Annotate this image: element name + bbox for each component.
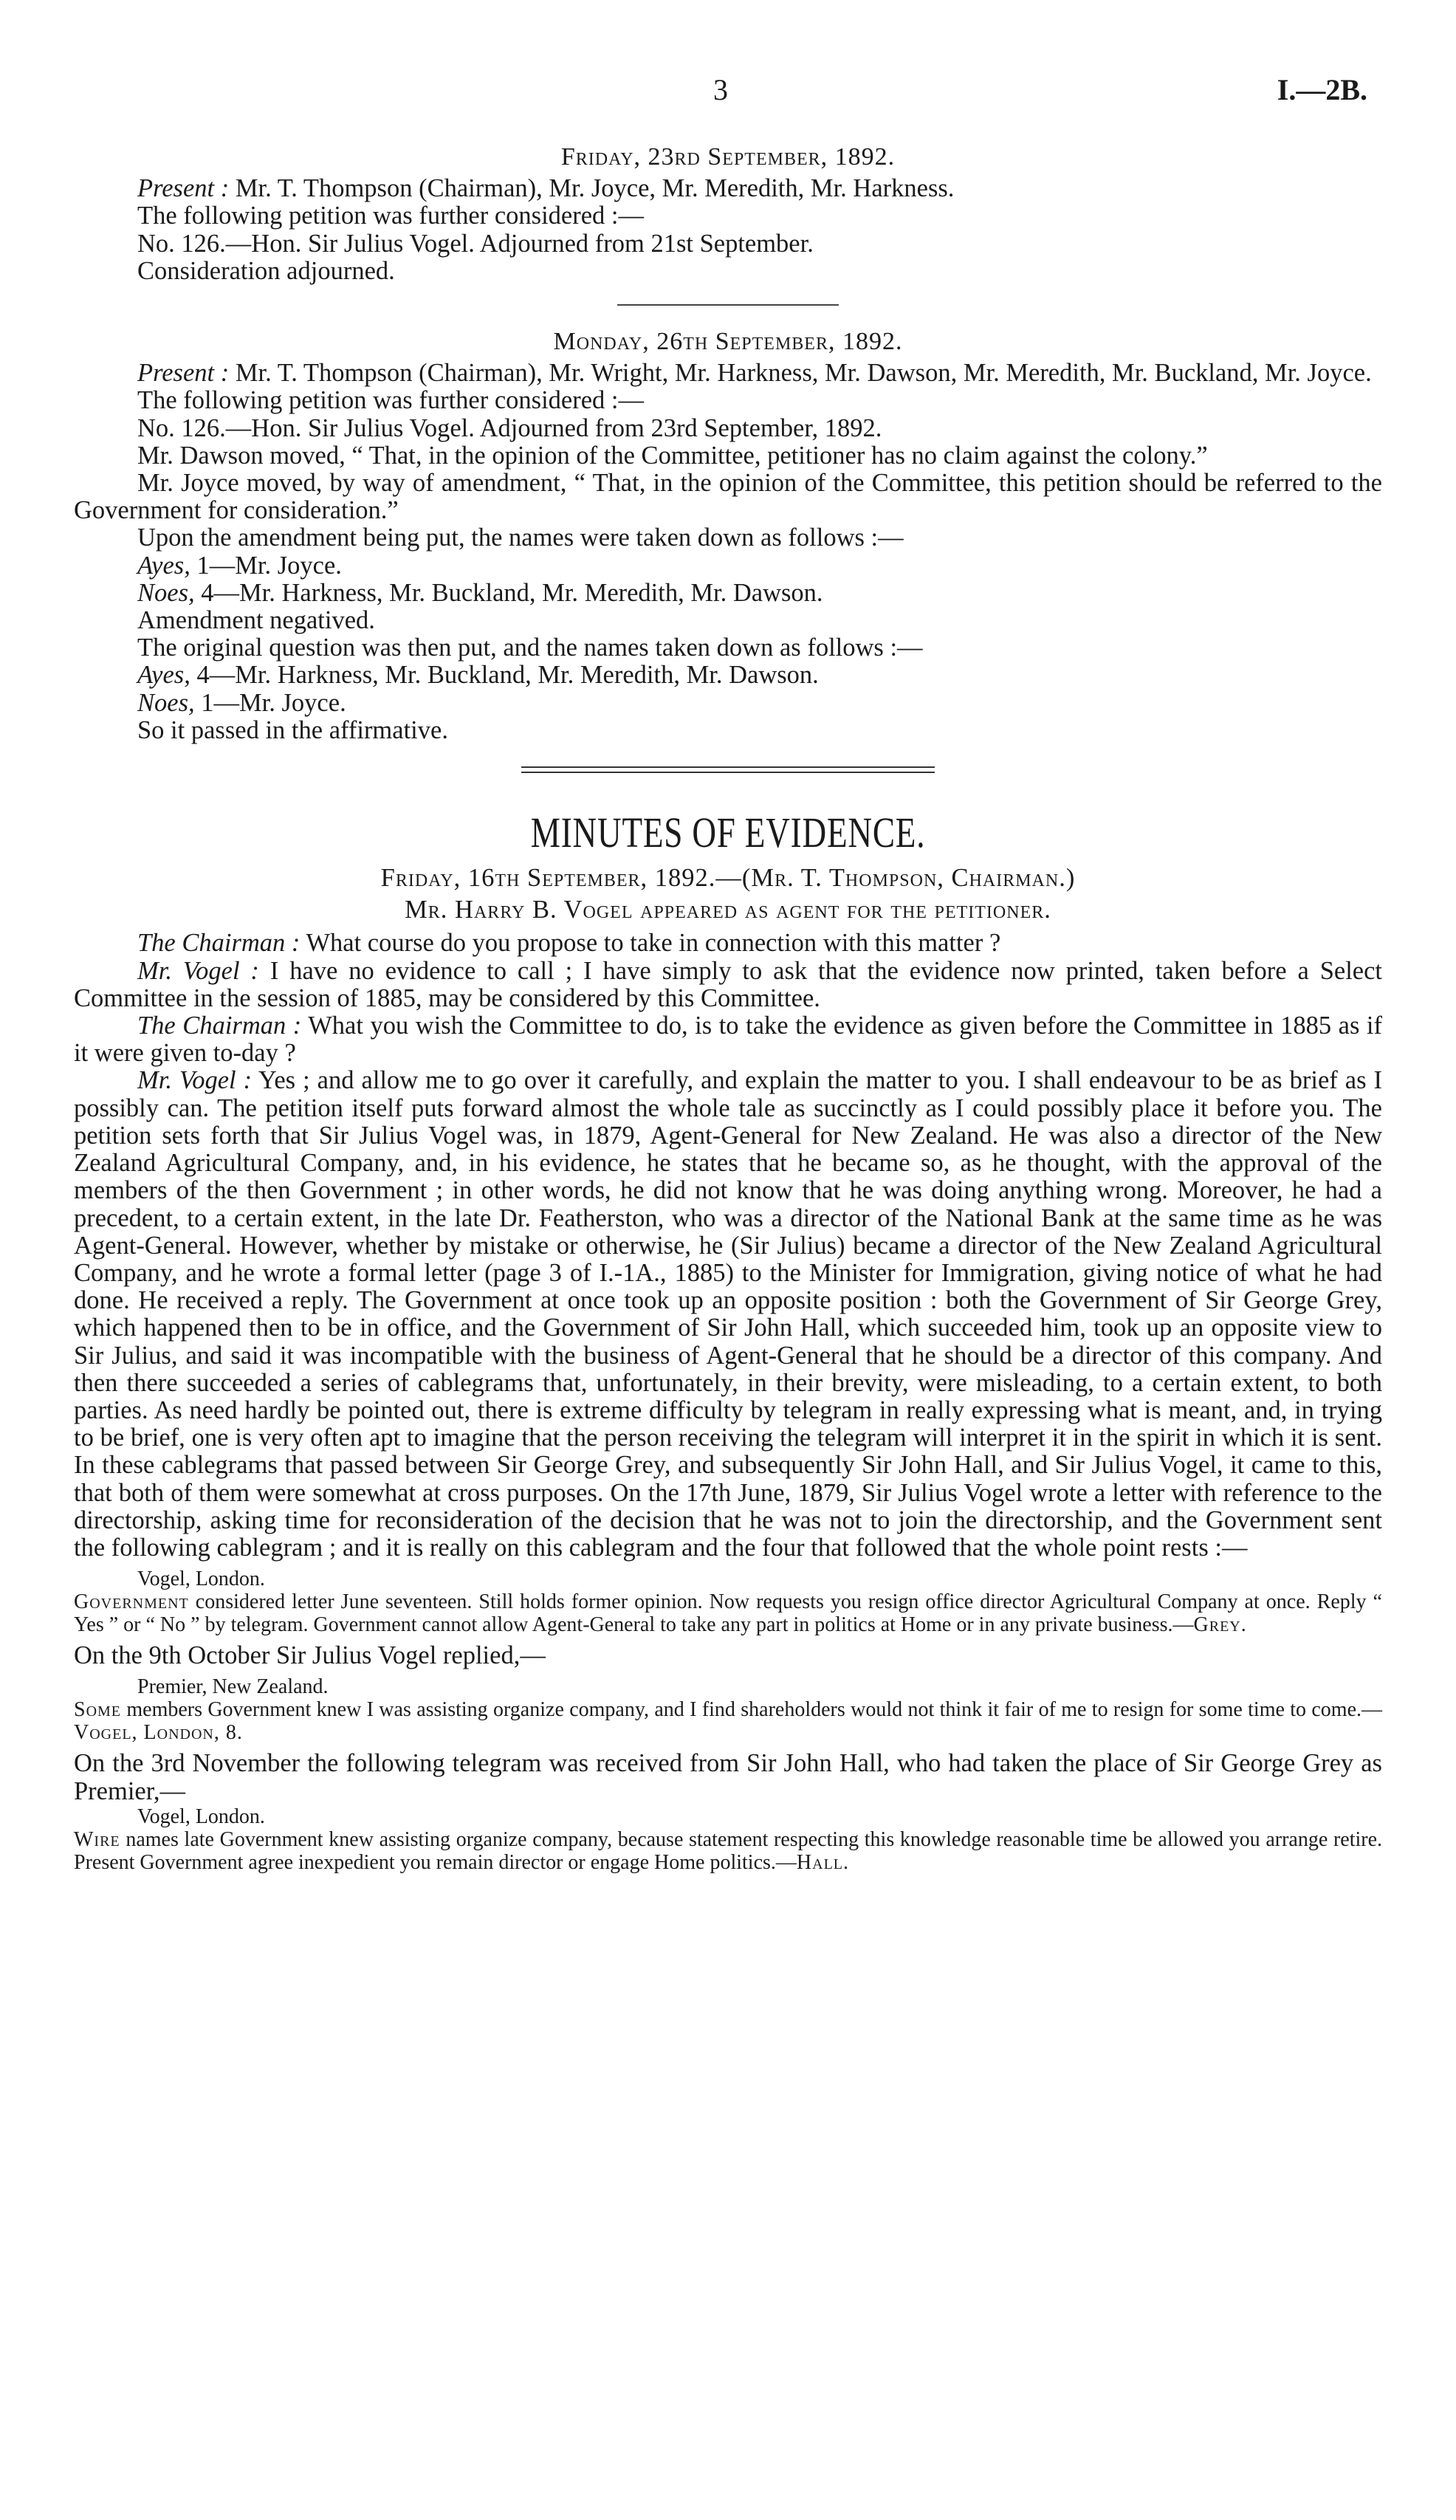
reply-intro: On the 9th October Sir Julius Vogel replied,— (74, 1641, 546, 1670)
telegram-addressee: Premier, New Zealand. (137, 1675, 329, 1699)
minute-line: The following petition was further considered :— (137, 386, 644, 415)
answer-2 (74, 1067, 1382, 1562)
telegram-signature: Grey. (1193, 1613, 1247, 1637)
vote-result: Amendment negatived. (137, 606, 375, 635)
vote-ayes (74, 662, 1382, 689)
question-2 (74, 1012, 1382, 1067)
vote-intro: The original question was then put, and the names taken down as follows :— (137, 634, 923, 662)
page-content (74, 140, 1382, 1874)
vote-ayes (74, 552, 1382, 580)
noes-names: 4—Mr. Harkness, Mr. Buckland, Mr. Meredith, Mr. Dawson. (194, 578, 823, 607)
speech: Yes ; and allow me to go over it carefully, and explain the matter to you. I shall endeavour to be as brief as I possibly can. The petition itself puts forward almost the whole tale as succinctly as I could possibly place it before you. The petition sets forth that Sir Julius Vogel was, in 1879, Agent-General for New Zealand. He was also a director of the New Zealand Agricultural Company, and, in his evidence, he states that he became so, as he thought, with the approval of the members of the then Government ; in other words, he did not know that he was doing anything wrong. Moreover, he had a precedent, to a certain extent, in the late Dr. Featherston, who was a director of the National Bank at the same time as he was Agent-General. However, whether by mistake or otherwise, he (Sir Julius) became a director of the New Zealand Agricultural Company, and he wrote a formal letter (page 3 of I.-1A., 1885) to the Minister for Immigration, giving notice of what he had done. He received a reply. The Government at once took up an opposite position : both the Government of Sir George Grey, which happened then to be in office, and the Government of Sir John Hall, which succeeded him, took up an opposite view to Sir Julius, and said it was incompatible with the business of Agent-General that he should be a director of this company. And then there succeeded a series of cablegrams that, unfortunately, in their brevity, were misleading, to a certain extent, to both parties. As need hardly be pointed out, there is extreme difficulty by telegram in really expressing what is meant, and, in trying to be brief, one is very often apt to imagine that the person receiving the telegram will interpret it in the spirit in which it is sent. In these cablegrams that passed between Sir George Grey, and subsequently Sir John Hall, and Sir Julius Vogel, it came to this, that both of them were somewhat at cross purposes. On the 17th June, 1879, Sir Julius Vogel wrote a letter with reference to the directorship, asking time for reconsideration of the decision that he was not to join the directorship, and the Government sent the following cablegram ; and it is really on this cablegram and the four that followed that the whole point rests :— (74, 1066, 1383, 1562)
agent-line: Mr. Harry B. Vogel appeared as agent for the petitioner. (405, 896, 1051, 924)
speech: What you wish the Committee to do, is to take the evidence as given before the Committee in 1885 as if it were given to-day ? (74, 1012, 1382, 1068)
minute-line: No. 126.—Hon. Sir Julius Vogel. Adjourned from 21st September. (137, 229, 814, 258)
meeting-heading-fri23: Friday, 23rd September, 1892. (560, 143, 896, 171)
speaker: Mr. Vogel : (137, 1066, 253, 1095)
page-number: 3 (713, 73, 728, 106)
present-line-mon26 (74, 360, 1382, 387)
double-rule-divider (521, 766, 935, 773)
noes-names: 1—Mr. Joyce. (194, 688, 346, 717)
dawson-motion: Mr. Dawson moved, “ That, in the opinion of the Committee, petitioner has no claim against the colony.” (137, 441, 1208, 470)
ayes-names: 4—Mr. Harkness, Mr. Buckland, Mr. Meredith, Mr. Dawson. (190, 661, 819, 690)
noes-label: Noes, (137, 688, 195, 717)
telegram-body (74, 1698, 1382, 1744)
telegram-2 (74, 1675, 1382, 1744)
evidence-subheading: Friday, 16th September, 1892.—(Mr. T. Thompson, Chairman.) (380, 864, 1076, 893)
telegram-3 (74, 1805, 1382, 1874)
question-1 (74, 930, 1382, 957)
telegram-text: members Government knew I was assisting organize company, and I find shareholders would not think it fair of me to resign for some time to come.— (121, 1698, 1382, 1722)
telegram-body (74, 1590, 1382, 1636)
speaker: The Chairman : (137, 929, 301, 958)
speech: What course do you propose to take in connection with this matter ? (300, 929, 1001, 958)
telegram-signature: Hall. (796, 1850, 850, 1874)
ayes-label: Ayes, (137, 551, 190, 580)
vote-result: So it passed in the affirmative. (137, 715, 448, 744)
telegram-addressee: Vogel, London. (137, 1805, 265, 1828)
telegram-body (74, 1828, 1382, 1874)
minute-line: Consideration adjourned. (137, 256, 395, 285)
telegram-first-word: Wire (74, 1827, 120, 1851)
ayes-label: Ayes, (137, 661, 190, 690)
speaker: The Chairman : (137, 1012, 302, 1040)
document-reference: I.—2B. (1277, 73, 1367, 106)
speech: I have no evidence to call ; I have simply to ask that the evidence now printed, taken before a Select Committee in the session of 1885, may be considered by this Committee. (74, 956, 1382, 1012)
telegram-text: considered letter June seventeen. Still holds former opinion. Now requests you resign office director Agricultural Company at once. Reply “ Yes ” or “ No ” by telegram. Government cannot allow Agent-General to take any part in politics at Home or in any private business.— (74, 1590, 1382, 1637)
present-members: Mr. T. Thompson (Chairman), Mr. Wright, Mr. Harkness, Mr. Dawson, Mr. Meredith, Mr. Buckland, Mr. Joyce. (229, 359, 1372, 388)
telegram-1 (74, 1568, 1382, 1636)
speaker: Mr. Vogel : (137, 956, 259, 985)
vote-noes (74, 580, 1382, 607)
vote-noes (74, 690, 1382, 717)
vote-intro: Upon the amendment being put, the names were taken down as follows :— (137, 523, 904, 552)
telegram-text: names late Government knew assisting organize company, because statement respecting this knowledge reasonable time be allowed you arrange retire. Present Government agree inexpedient you remain director or engage Home politics.— (74, 1827, 1382, 1874)
present-line-fri23 (74, 175, 1382, 202)
evidence-title: MINUTES OF EVIDENCE. (530, 808, 926, 857)
ayes-names: 1—Mr. Joyce. (190, 551, 342, 580)
telegram-first-word: Government (74, 1590, 189, 1614)
meeting-heading-mon26: Monday, 26th September, 1892. (553, 328, 903, 356)
present-members: Mr. T. Thompson (Chairman), Mr. Joyce, Mr. Meredith, Mr. Harkness. (229, 174, 955, 203)
minute-line: No. 126.—Hon. Sir Julius Vogel. Adjourned from 23rd September, 1892. (137, 413, 882, 442)
telegram-first-word: Some (74, 1698, 122, 1722)
present-label: Present : (137, 359, 230, 388)
november-intro: On the 3rd November the following telegram was received from Sir John Hall, who had taken the place of Sir George Grey as Premier,— (74, 1749, 1382, 1805)
joyce-amendment: Mr. Joyce moved, by way of amendment, “ That, in the opinion of the Committee, this petition should be referred to the Government for consideration.” (74, 469, 1382, 525)
present-label: Present : (137, 174, 230, 203)
telegram-signature: Vogel, London, 8. (74, 1721, 243, 1745)
minute-line: The following petition was further considered :— (137, 202, 644, 230)
noes-label: Noes, (137, 578, 195, 607)
telegram-addressee: Vogel, London. (137, 1568, 265, 1591)
section-divider (617, 304, 839, 306)
answer-1 (74, 958, 1382, 1012)
